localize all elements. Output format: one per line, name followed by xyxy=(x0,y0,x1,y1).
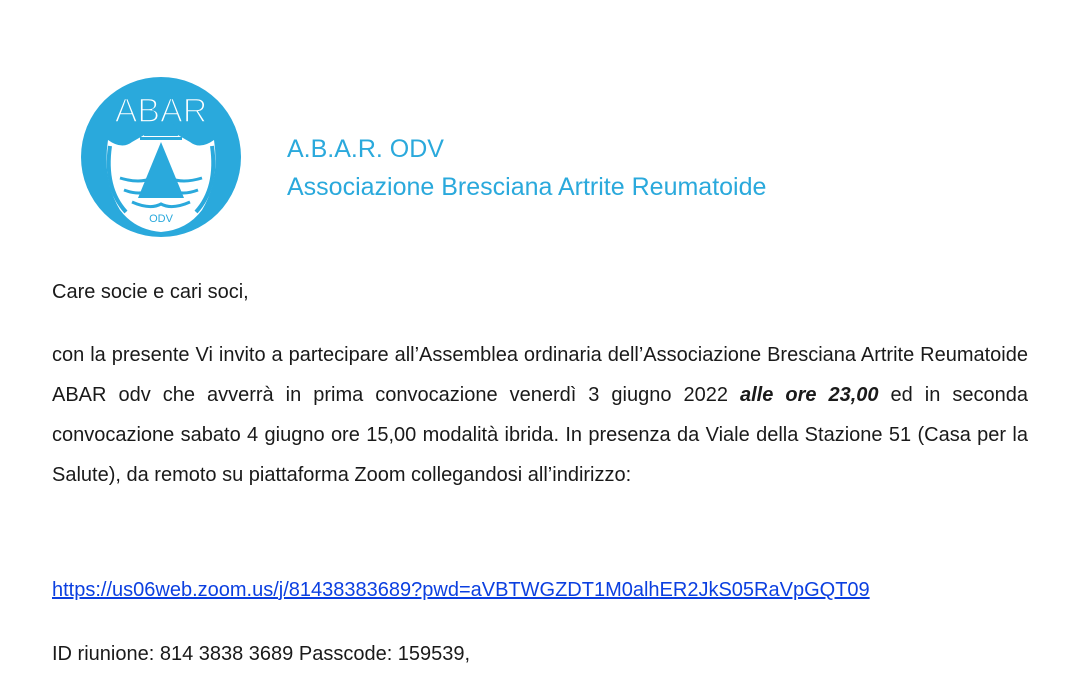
organization-name xyxy=(287,130,766,206)
invitation-paragraph xyxy=(52,335,1028,495)
logo-text-sub: ODV xyxy=(149,213,173,225)
org-full-name: Associazione Bresciana Artrite Reumatoide xyxy=(287,173,767,201)
zoom-link-line xyxy=(52,570,1028,610)
meeting-time-emphasis: alle ore 23,00 xyxy=(739,384,879,406)
letterhead xyxy=(80,70,1000,245)
zoom-link[interactable]: https://us06web.zoom.us/j/81438383689?pwd=aVBTWGZDT1M0alhER2JkS05RaVpGQT09 xyxy=(52,579,870,601)
abar-logo xyxy=(80,70,242,245)
rest-text: ed in seconda convocazione sabato 4 giugno ore 15,00 modalità ibrida. In presenza da Viale della Stazione 51 (Casa per la Salute), da remoto su piattaforma Zoom collegandosi all’indirizzo: xyxy=(52,384,1028,486)
org-short-name: A.B.A.R. ODV xyxy=(287,135,444,163)
intro-text: con la presente Vi invito a partecipare all’Assemblea ordinaria dell’Associazione Bresciana Artrite Reumatoide ABAR odv che avverrà in prima convocazione venerdì 3 giugno 2022 xyxy=(52,344,1028,406)
greeting: Care socie e cari soci, xyxy=(52,281,249,303)
meeting-info: ID riunione: 814 3838 3689 Passcode: 159539, xyxy=(52,643,471,665)
logo-text-main: ABAR xyxy=(114,92,208,130)
